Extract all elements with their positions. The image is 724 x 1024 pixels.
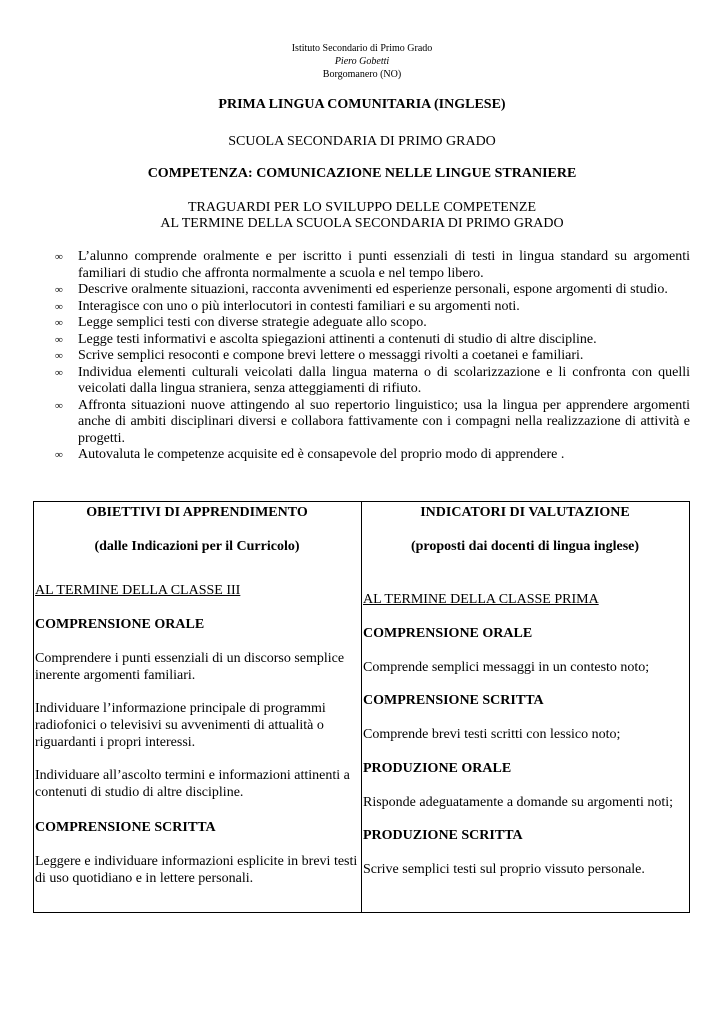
list-item-text: Scrive semplici resoconti e compone brevi lettere o messaggi rivolti a coetanei e familiari. [78, 348, 584, 363]
indicators-section-title: COMPRENSIONE SCRITTA [363, 693, 544, 708]
indicators-section-title: COMPRENSIONE ORALE [363, 626, 533, 641]
infinity-bullet-icon: ∞ [55, 366, 63, 379]
indicators-subheader: (proposti dai docenti di lingua inglese) [410, 539, 640, 554]
list-item [55, 299, 690, 316]
infinity-bullet-icon: ∞ [55, 317, 63, 329]
objectives-section-title: COMPRENSIONE ORALE [35, 617, 205, 632]
list-item-text: Individua elementi culturali veicolati dalla lingua materna o di scolarizzazione e li confronta con quelli veicolati dalla lingua straniera, senza atteggiamenti di rifiuto. [78, 364, 690, 396]
infinity-bullet-icon: ∞ [55, 251, 63, 263]
competence-title: COMPETENZA: COMUNICAZIONE NELLE LINGUE STRANIERE [147, 166, 577, 181]
list-item-text: Legge semplici testi con diverse strategie adeguate allo scopo. [78, 315, 427, 330]
indicators-paragraph: Scrive semplici testi sul proprio vissuto personale. [363, 862, 645, 877]
objectives-subheader: (dalle Indicazioni per il Curricolo) [94, 539, 300, 554]
indicators-section-title: PRODUZIONE SCRITTA [363, 828, 523, 843]
list-item-text: L’alunno comprende oralmente e per iscritto i punti essenziali di testi in lingua standard su argomenti familiari di studio che affronta normalmente a scuola e nel tempo libero. [78, 249, 690, 281]
infinity-bullet-icon: ∞ [55, 333, 63, 346]
objectives-paragraph: Leggere e individuare informazioni esplicite in brevi testi di uso quotidiano e in lettere personali. [35, 854, 358, 886]
list-item [55, 348, 690, 365]
infinity-bullet-icon: ∞ [55, 449, 63, 461]
objectives-header: OBIETTIVI DI APPRENDIMENTO [86, 505, 308, 520]
school-header [0, 42, 724, 81]
goals-title-line2: AL TERMINE DELLA SCUOLA SECONDARIA DI PRIMO GRADO [160, 216, 564, 231]
goals-title-line1: TRAGUARDI PER LO SVILUPPO DELLE COMPETENZE [187, 200, 537, 215]
subject-title: PRIMA LINGUA COMUNITARIA (INGLESE) [218, 97, 506, 112]
objectives-paragraph: Comprendere i punti essenziali di un discorso semplice inerente argomenti familiari. [35, 651, 345, 683]
objectives-paragraph: Individuare all’ascolto termini e informazioni attinenti a contenuti di studio di altre discipline. [35, 768, 350, 800]
list-item-text: Autovaluta le competenze acquisite ed è consapevole del proprio modo di apprendere . [78, 447, 565, 462]
list-item [55, 398, 690, 448]
list-item-text: Interagisce con uno o più interlocutori in contesti familiari e su argomenti noti. [78, 298, 520, 314]
infinity-bullet-icon: ∞ [55, 350, 63, 362]
indicators-section-title: PRODUZIONE ORALE [363, 761, 512, 776]
indicators-header: INDICATORI DI VALUTAZIONE [420, 505, 630, 520]
list-item [55, 332, 690, 349]
indicators-column [362, 502, 690, 913]
infinity-bullet-icon: ∞ [55, 284, 63, 296]
list-item-text: Legge testi informativi e ascolta spiegazioni attinenti a contenuti di studio di altre discipline. [78, 331, 597, 347]
list-item [55, 249, 690, 282]
objectives-paragraph: Individuare l’informazione principale di programmi radiofonici o televisivi su avvenimenti di attualità o riguardanti i propri interessi. [35, 701, 326, 750]
list-item-text: Affronta situazioni nuove attingendo al suo repertorio linguistico; usa la lingua per apprendere argomenti anche di ambiti disciplinari diversi e collabora fattivamente con i compagni nella realizzazione di attività e progetti. [78, 397, 690, 446]
indicators-paragraph: Comprende semplici messaggi in un contesto noto; [363, 660, 650, 675]
school-name: Istituto Secondario di Primo Grado [291, 43, 433, 54]
objectives-class-title: AL TERMINE DELLA CLASSE III [35, 583, 241, 598]
infinity-bullet-icon: ∞ [55, 300, 63, 313]
list-item [55, 282, 690, 299]
objectives-section-title: COMPRENSIONE SCRITTA [35, 820, 216, 835]
school-dedication: Piero Gobetti [334, 56, 390, 67]
goals-list [55, 249, 690, 464]
list-item [55, 315, 690, 332]
objectives-table [33, 501, 690, 913]
level-title: SCUOLA SECONDARIA DI PRIMO GRADO [228, 134, 496, 149]
school-city: Borgomanero (NO) [322, 69, 402, 80]
indicators-class-title: AL TERMINE DELLA CLASSE PRIMA [363, 592, 599, 607]
list-item-text: Descrive oralmente situazioni, racconta avvenimenti ed esperienze personali, espone argomenti di studio. [78, 282, 668, 297]
list-item [55, 447, 690, 464]
indicators-paragraph: Comprende brevi testi scritti con lessico noto; [363, 727, 621, 742]
objectives-column [34, 502, 362, 913]
indicators-paragraph: Risponde adeguatamente a domande su argomenti noti; [363, 795, 673, 810]
list-item [55, 365, 690, 398]
infinity-bullet-icon: ∞ [55, 399, 63, 412]
goals-title [0, 200, 724, 232]
